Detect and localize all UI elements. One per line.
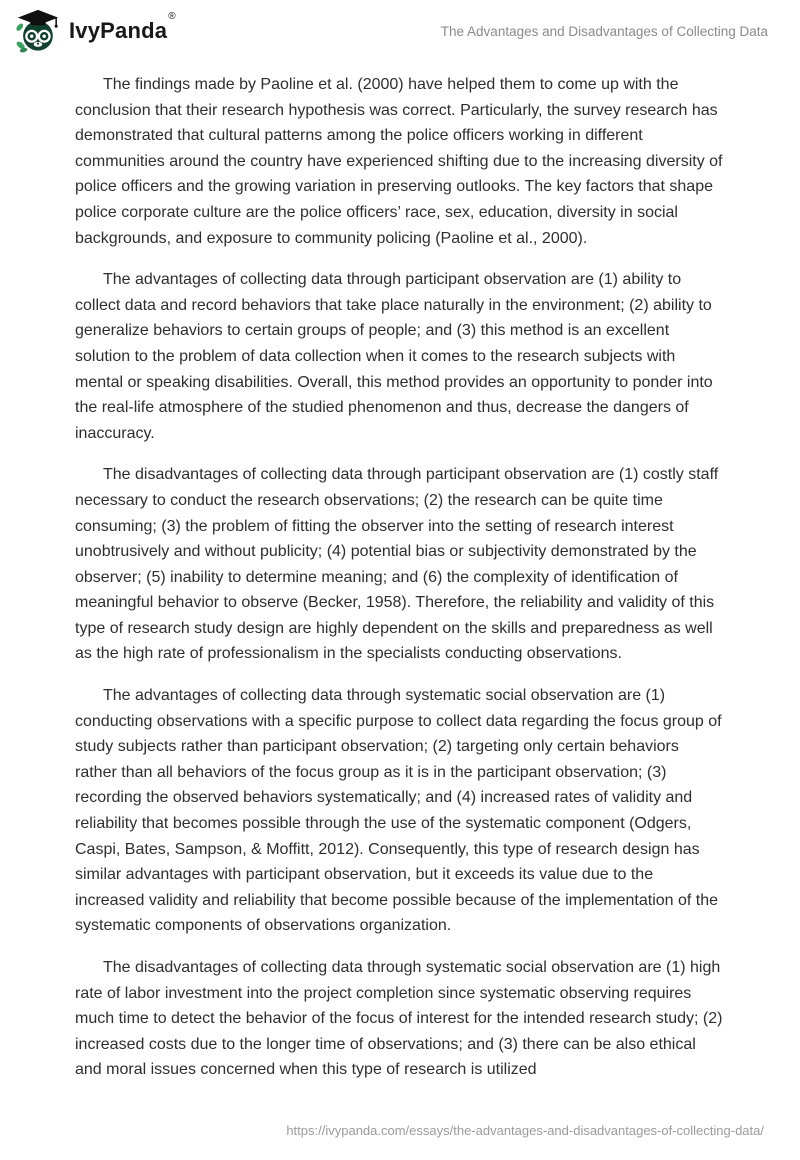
- paragraph-3: The disadvantages of collecting data through participant observation are (1) costly staff necessary to conduct the research observations; (2) the research can be quite time consuming; (3) the problem of fitting the observer into the setting of research interest unobtrusively and without publicity; (4) potential bias or subjectivity demonstrated by the observer; (5) inability to determine meaning; and (6) the complexity of identification of meaningful behavior to observe (Becker, 1958). Therefore, the reliability and validity of this type of research study design are highly dependent on the skills and preparedness as well as the high rate of professionalism in the specialists conducting observations.: [75, 466, 719, 663]
- page-header: [0, 0, 800, 56]
- paragraph-4: The advantages of collecting data through systematic social observation are (1) conducting observations with a specific purpose to collect data regarding the focus group of study subjects rather than participant observation; (2) targeting only certain behaviors rather than all behaviors of the focus group as it is in the participant observation; (3) recording the observed behaviors systematically; and (4) increased rates of validity and reliability that becomes possible through the use of the systematic component (Odgers, Caspi, Bates, Sampson, & Moffitt, 2012). Consequently, this type of research design has similar advantages with participant observation, but it exceeds its value due to the increased validity and reliability that become possible because of the implementation of the systematic components of observations organization.: [75, 687, 722, 935]
- brand-wordmark: IvyPanda: [69, 18, 168, 43]
- brand-name: [69, 11, 176, 44]
- registered-mark: ®: [168, 11, 176, 22]
- source-url: https://ivypanda.com/essays/the-advantages-and-disadvantages-of-collecting-data/: [286, 1123, 764, 1138]
- paragraph-5: The disadvantages of collecting data through systematic social observation are (1) high rate of labor investment into the project completion since systematic observing requires much time to detect the behavior of the focus of interest for the intended research study; (2) increased costs due to the longer time of observations; and (3) there can be also ethical and moral issues concerned when this type of research is utilized: [75, 959, 723, 1079]
- paragraph-1: The findings made by Paoline et al. (2000) have helped them to come up with the conclusion that their research hypothesis was correct. Particularly, the survey research has demonstrated that cultural patterns among the police officers working in different communities around the country have experienced shifting due to the increasing diversity of police officers and the growing variation in preserving outlooks. The key factors that shape police corporate culture are the police officers’ race, sex, education, diversity in social backgrounds, and exposure to community policing (Paoline et al., 2000).: [75, 76, 723, 247]
- essay-body: [0, 56, 800, 1099]
- document-title: The Advantages and Disadvantages of Collecting Data: [440, 23, 768, 39]
- brand[interactable]: [14, 8, 175, 54]
- paragraph-2: The advantages of collecting data through participant observation are (1) ability to collect data and record behaviors that take place naturally in the environment; (2) ability to generalize behaviors to certain groups of people; and (3) this method is an excellent solution to the problem of data collection when it comes to the research subjects with mental or speaking disabilities. Overall, this method provides an opportunity to ponder into the real-life atmosphere of the studied phenomenon and thus, decrease the dangers of inaccuracy.: [75, 271, 713, 442]
- ivypanda-logo-icon: [14, 8, 60, 54]
- page-footer: [0, 1122, 800, 1160]
